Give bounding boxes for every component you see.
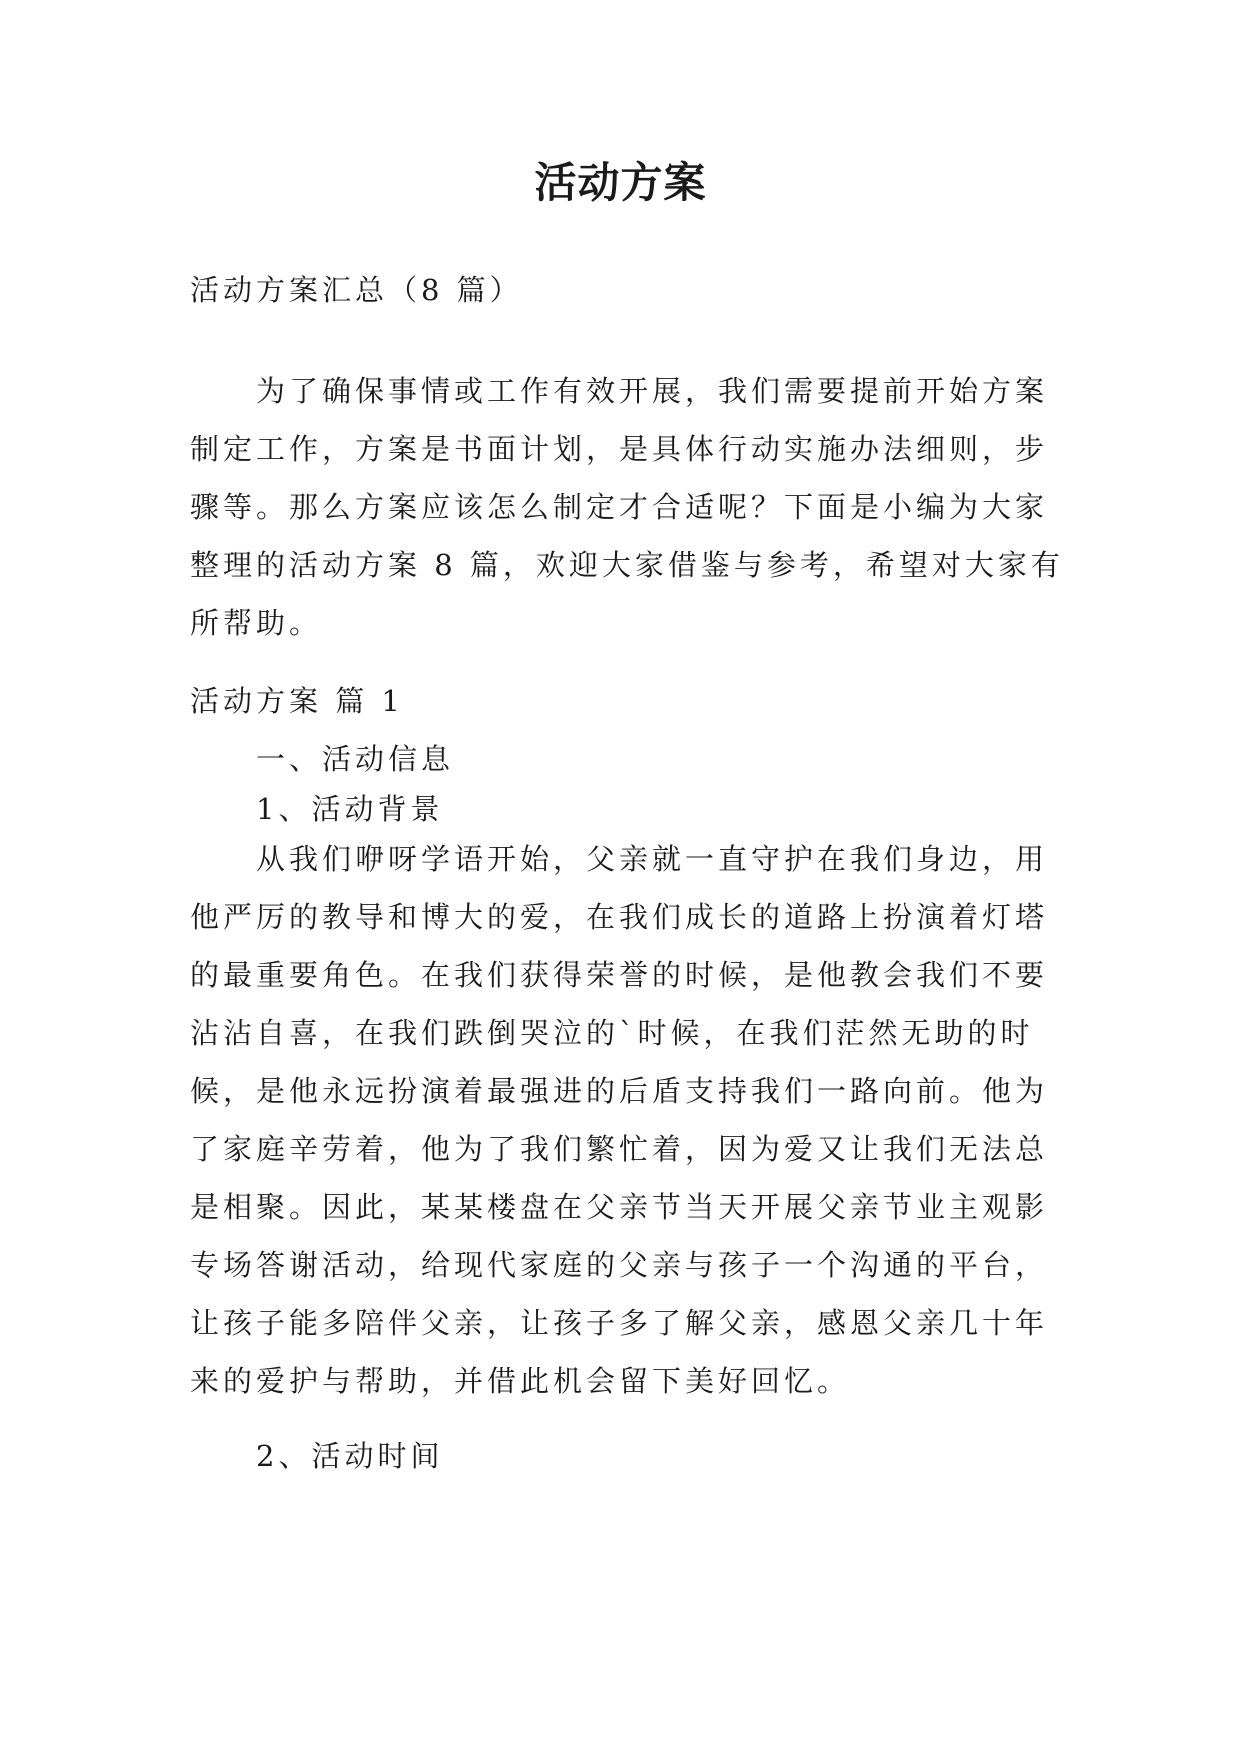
intro-line: 骤等。那么方案应该怎么制定才合适呢？下面是小编为大家 [190,490,1049,524]
background-line: 他严厉的教导和博大的爱，在我们成长的道路上扮演着灯塔 [190,900,1049,934]
background-line: 了家庭辛劳着，他为了我们繁忙着，因为爱又让我们无法总 [190,1132,1049,1166]
background-line: 从我们咿呀学语开始，父亲就一直守护在我们身边，用 [256,842,1049,876]
part-heading-activity-info: 一、活动信息 [256,742,455,776]
background-line: 是相聚。因此，某某楼盘在父亲节当天开展父亲节业主观影 [190,1190,1049,1224]
document-subtitle: 活动方案汇总（8 篇） [190,273,523,307]
item-heading-background: 1、活动背景 [256,792,444,826]
section-heading: 活动方案 篇 1 [190,684,404,718]
intro-line: 所帮助。 [190,606,323,640]
background-line: 专场答谢活动，给现代家庭的父亲与孩子一个沟通的平台， [190,1248,1049,1282]
intro-line: 整理的活动方案 8 篇，欢迎大家借鉴与参考，希望对大家有 [190,548,1064,582]
intro-line: 为了确保事情或工作有效开展，我们需要提前开始方案 [256,374,1049,408]
intro-paragraph [190,362,1064,652]
item-heading-time: 2、活动时间 [256,1439,444,1473]
background-line: 的最重要角色。在我们获得荣誉的时候，是他教会我们不要 [190,958,1049,992]
background-paragraph [190,830,1060,1410]
background-line: 让孩子能多陪伴父亲，让孩子多了解父亲，感恩父亲几十年 [190,1306,1049,1340]
document-title: 活动方案 [534,158,707,207]
background-line: 候，是他永远扮演着最强进的后盾支持我们一路向前。他为 [190,1074,1049,1108]
intro-line: 制定工作，方案是书面计划，是具体行动实施办法细则，步 [190,432,1049,466]
background-line: 沾沾自喜，在我们跌倒哭泣的`时候，在我们茫然无助的时 [190,1016,1034,1050]
background-line: 来的爱护与帮助，并借此机会留下美好回忆。 [190,1364,851,1398]
